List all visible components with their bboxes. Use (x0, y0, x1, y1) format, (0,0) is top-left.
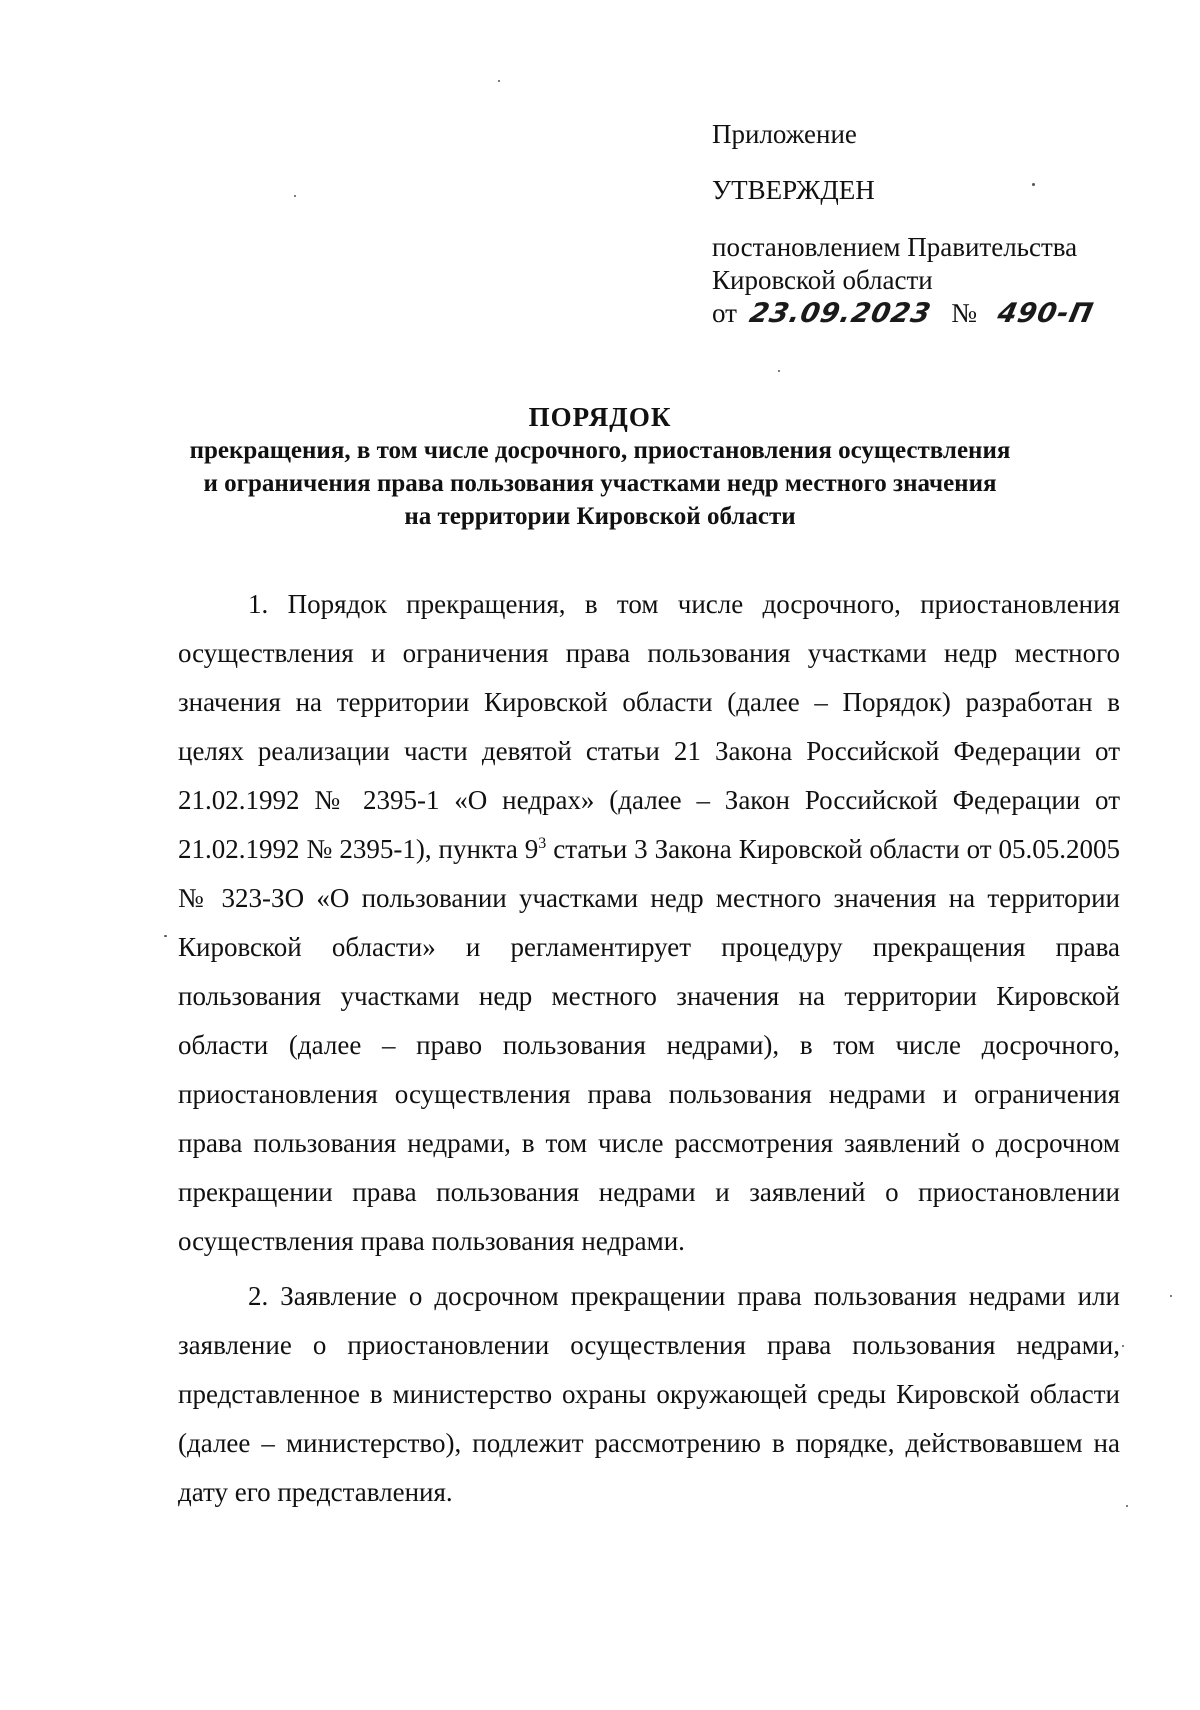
title-line-1: прекращения, в том числе досрочного, приостановления осуществления (189, 437, 1011, 464)
paragraph-1 (178, 580, 1120, 1266)
approved-by-line2: Кировской области (712, 265, 933, 295)
scan-speck (1032, 183, 1035, 186)
scan-speck (164, 935, 167, 937)
scan-speck (498, 80, 500, 82)
appendix-label: Приложение (712, 119, 857, 149)
resolution-date-number-line (712, 297, 1132, 330)
approval-stamp-block (712, 118, 1132, 330)
scan-speck (1122, 1345, 1124, 1347)
paragraph-1-part-b: статьи 3 Закона Кировской области от 05.05.2005 № 323-ЗО «О пользовании участками недр местного значения на территории Кировской области» и регламентирует процедуру прекращения права пользования участками недр местного значения на территории Кировской области (далее – право пользования недрами), в том числе досрочного, приостановления осуществления права пользования недрами и ограничения права пользования недрами, в том числе рассмотрения заявлений о досрочном прекращении права пользования недрами и заявлений о приостановлении осуществления права пользования недрами. (178, 834, 1120, 1256)
scan-speck (294, 195, 296, 197)
handwritten-date: 23.09.2023 (746, 298, 934, 329)
title-line-2: и ограничения права пользования участками недр местного значения (203, 470, 997, 497)
scan-speck (1126, 1505, 1128, 1507)
title-main: ПОРЯДОК (528, 402, 672, 432)
paragraph-2: 2. Заявление о досрочном прекращении права пользования недрами или заявление о приостановлении осуществления права пользования недрами, представленное в министерство охраны окружающей среды Кировской области (далее – министерство), подлежит рассмотрению в порядке, действовавшем на дату его представления. (178, 1281, 1120, 1507)
scan-speck (1170, 1295, 1172, 1297)
number-label: № (951, 298, 978, 328)
document-body (178, 580, 1120, 1523)
from-label: от (712, 298, 737, 328)
document-title (150, 400, 1050, 533)
approved-label: УТВЕРЖДЕН (712, 175, 875, 205)
paragraph-1-part-a: 1. Порядок прекращения, в том числе досрочного, приостановления осуществления и ограничения права пользования участками недр местного значения на территории Кировской области (далее – Порядок) разработан в целях реализации части девятой статьи 21 Закона Российской Федерации от 21.02.1992 № 2395-1 «О недрах» (далее – Закон Российской Федерации от 21.02.1992 № 2395-1), пункта 9 (178, 589, 1120, 864)
paragraph-1-superscript: 3 (538, 835, 547, 852)
scan-speck (778, 370, 780, 372)
title-line-3: на территории Кировской области (404, 503, 796, 530)
handwritten-number: 490-П (994, 298, 1097, 329)
approved-by-line1: постановлением Правительства (712, 232, 1078, 262)
